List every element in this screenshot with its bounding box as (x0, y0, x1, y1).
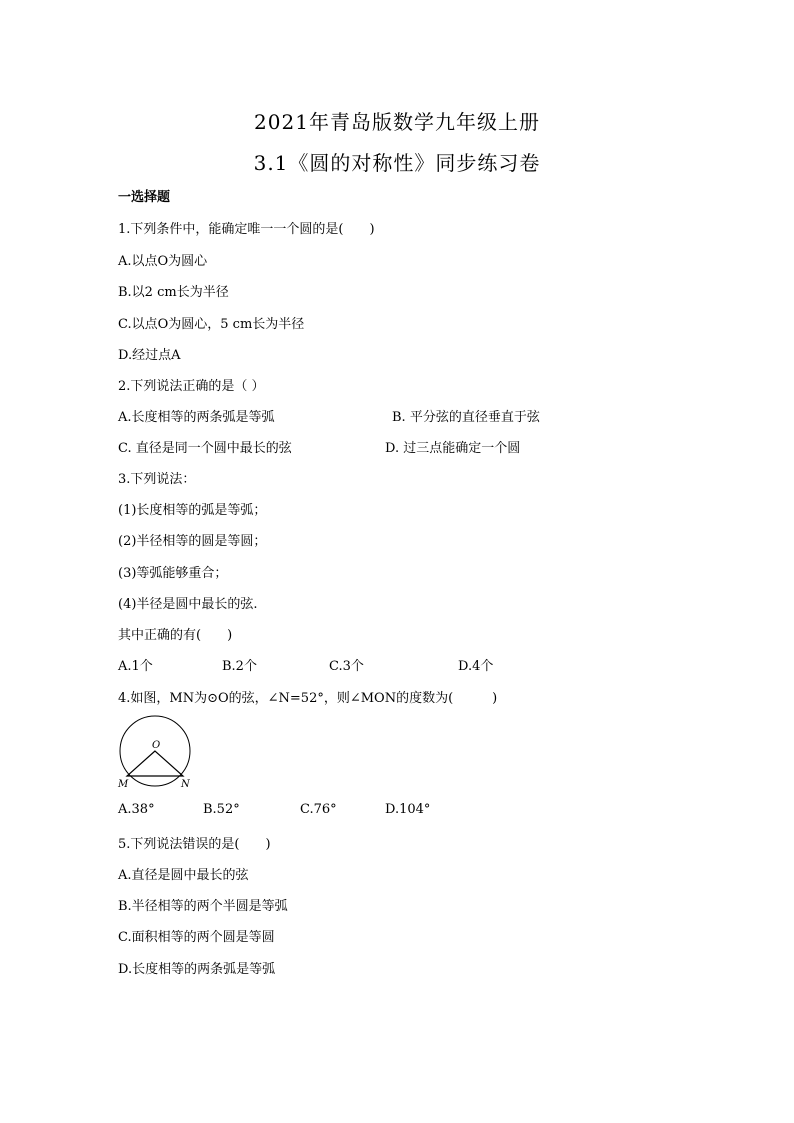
q2-stem: 2.下列说法正确的是（ ） (118, 379, 265, 394)
q5-stem: 5.下列说法错误的是( ) (118, 837, 271, 852)
label-n: N (181, 779, 190, 790)
q3-statement-4: (4)半径是圆中最长的弦. (118, 597, 258, 612)
q3-option-a: A.1个 (118, 659, 153, 674)
q3-ask: 其中正确的有( ) (118, 628, 233, 643)
q3-statement-2: (2)半径相等的圆是等圆； (118, 534, 267, 549)
q5-option-a: A.直径是圆中最长的弦 (118, 868, 249, 883)
page-title: 2021年青岛版数学九年级上册 (254, 110, 540, 134)
q1-stem: 1.下列条件中，能确定唯一一个圆的是( ) (118, 222, 375, 237)
q4-option-b: B.52° (203, 802, 240, 817)
section-heading: 一选择题 (118, 190, 171, 205)
q3-option-c: C.3个 (329, 659, 364, 674)
label-o: O (152, 740, 161, 751)
q4-circle-figure (114, 712, 194, 792)
q2-option-a: A.长度相等的两条弧是等弧 (118, 410, 275, 425)
q3-option-b: B.2个 (222, 659, 257, 674)
q1-option-d: D.经过点A (118, 348, 181, 363)
q3-option-d: D.4个 (458, 659, 494, 674)
q2-option-d: D. 过三点能确定一个圆 (385, 441, 521, 456)
triangle-mon (127, 751, 183, 776)
q4-option-a: A.38° (118, 802, 155, 817)
page-subtitle: 3.1《圆的对称性》同步练习卷 (253, 151, 541, 175)
q4-option-c: C.76° (300, 802, 337, 817)
q2-option-c: C. 直径是同一个圆中最长的弦 (118, 441, 292, 456)
q2-option-b: B. 平分弦的直径垂直于弦 (392, 410, 540, 425)
q4-option-d: D.104° (385, 802, 431, 817)
q3-stem: 3.下列说法： (118, 472, 196, 487)
q1-option-c: C.以点O为圆心，5 cm长为半径 (118, 317, 305, 332)
label-m: M (118, 779, 129, 790)
q1-option-a: A.以点O为圆心 (118, 254, 208, 269)
q4-stem: 4.如图，MN为⊙O的弦，∠N=52°，则∠MON的度数为( ) (118, 691, 498, 706)
q1-option-b: B.以2 cm长为半径 (118, 285, 229, 300)
q5-option-b: B.半径相等的两个半圆是等弧 (118, 899, 288, 914)
q3-statement-1: (1)长度相等的弧是等弧； (118, 503, 267, 518)
q5-option-c: C.面积相等的两个圆是等圆 (118, 930, 275, 945)
q3-statement-3: (3)等弧能够重合； (118, 566, 228, 581)
q5-option-d: D.长度相等的两条弧是等弧 (118, 962, 276, 977)
